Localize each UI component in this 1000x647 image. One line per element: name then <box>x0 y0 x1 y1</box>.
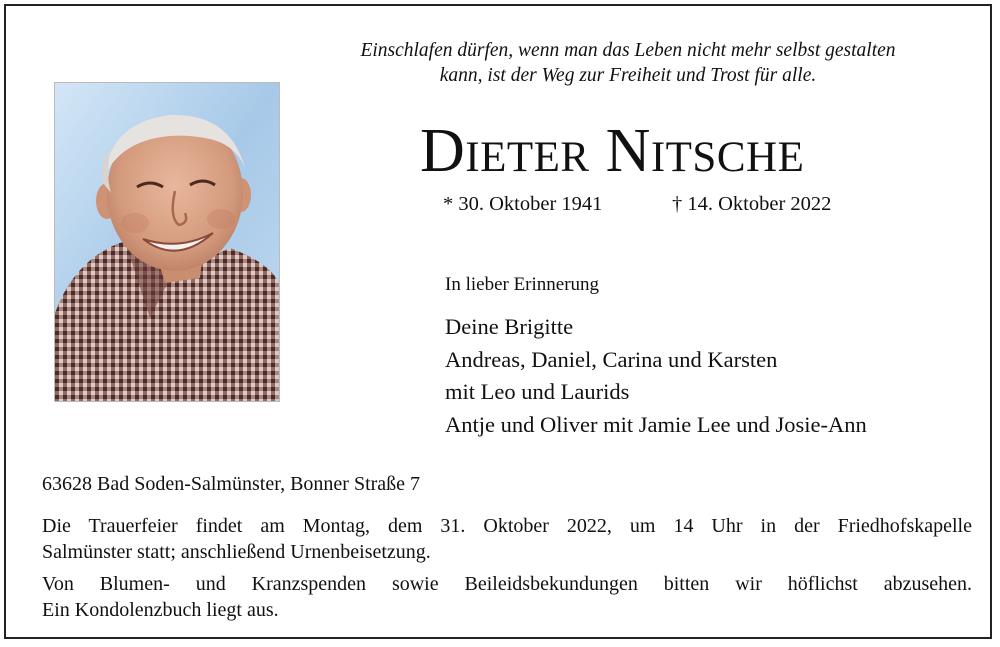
mourners-list <box>445 311 867 441</box>
deceased-name: Dieter Nitsche <box>420 117 805 185</box>
request-line-2: Ein Kondolenzbuch liegt aus. <box>42 598 279 621</box>
ceremony-line-2: Salmünster statt; anschließend Urnenbeisetzung. <box>42 540 431 563</box>
family-address: 63628 Bad Soden-Salmünster, Bonner Straße 7 <box>42 473 421 495</box>
motto-line-2: kann, ist der Weg zur Freiheit und Trost für alle. <box>439 65 817 86</box>
portrait-photo <box>54 82 280 402</box>
request-line-1: Von Blumen- und Kranzspenden sowie Beileidsbekundungen bitten wir höflichst abzusehen. <box>42 573 972 595</box>
motto-quote <box>308 38 948 88</box>
motto-line-1: Einschlafen dürfen, wenn man das Leben nicht mehr selbst gestalten <box>360 40 896 61</box>
mourner-line: Andreas, Daniel, Carina und Karsten <box>445 346 778 372</box>
birth-date: * 30. Oktober 1941 <box>443 193 603 215</box>
mourner-line: Antje und Oliver mit Jamie Lee und Josie-Ann <box>445 411 867 437</box>
ceremony-notice <box>42 514 972 565</box>
death-date: † 14. Oktober 2022 <box>672 193 832 215</box>
mourner-line: mit Leo und Laurids <box>445 379 630 404</box>
ceremony-line-1: Die Trauerfeier findet am Montag, dem 31. Oktober 2022, um 14 Uhr in der Friedhofskapelle <box>42 515 972 537</box>
memory-intro: In lieber Erinnerung <box>445 274 600 295</box>
donation-request <box>42 572 972 623</box>
mourner-line: Deine Brigitte <box>445 314 574 339</box>
obituary-card <box>4 4 992 639</box>
